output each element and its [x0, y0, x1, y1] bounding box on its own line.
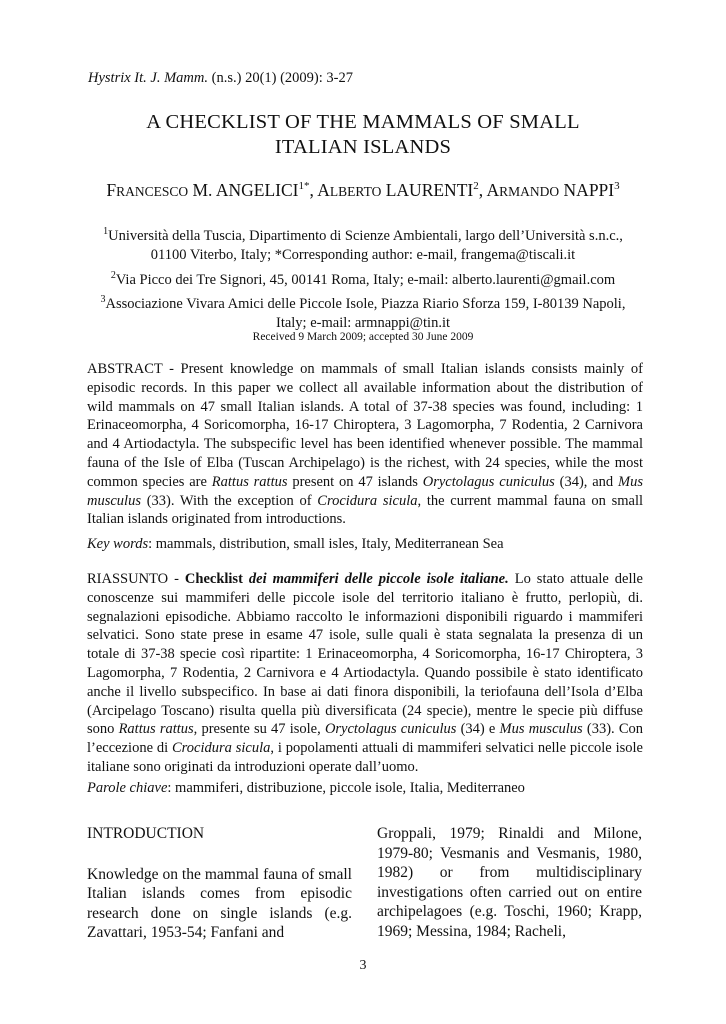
title-line-1: A CHECKLIST OF THE MAMMALS OF SMALL	[146, 111, 580, 133]
received-dates: Received 9 March 2009; accepted 30 June 2009	[252, 331, 474, 343]
species-name: Crocidura sicula	[317, 492, 418, 509]
parole-label: Parole chiave	[87, 780, 168, 796]
page-number: 3	[359, 958, 367, 973]
species-name: Rattus rattus	[211, 473, 288, 490]
affiliation-2: $^2$Via Picco dei Tre Signori, 45, 00141 Roma, Italy; e-mail: alberto.laurenti@gmail.com	[110, 269, 616, 288]
journal-name: Hystrix It. J. Mamm.	[88, 70, 209, 86]
journal-citation	[88, 70, 353, 87]
keywords	[87, 535, 643, 554]
introduction-text-left: Knowledge on the mammal fauna of small Italian islands comes from episodic research done on single islands (e.g. Zavattari, 1953-54; Fanfani and	[87, 865, 352, 942]
parole-text: : mammiferi, distribuzione, piccole isole, Italia, Mediterraneo	[167, 780, 525, 796]
title-line-2: ITALIAN ISLANDS	[274, 136, 452, 158]
introduction-text-right: Groppali, 1979; Rinaldi and Milone, 1979-80; Vesmanis and Vesmanis, 1980, 1982) or from multidisciplinary investigations often carried out on entire archipelagoes (e.g. Toschi, 1960; Krapp, 1969; Messina, 1984; Racheli,	[377, 825, 642, 940]
species-name: Crocidura sicula	[172, 740, 271, 757]
affiliation-3: $^3$Associazione Vivara Amici delle Piccole Isole, Piazza Riario Sforza 159, I-80139 Napoli,	[100, 294, 626, 312]
keywords-label: Key words	[87, 536, 149, 552]
affiliation-1-cont: 01100 Viterbo, Italy; *Corresponding author: e-mail, frangema@tiscali.it	[150, 247, 576, 264]
species-name: Oryctolagus cuniculus	[422, 473, 555, 490]
riassunto: RIASSUNTO - Checklist dei mammiferi delle piccole isole italiane. Lo stato attuale delle conoscenze sui mammiferi delle piccole isole del territorio italiano è frutto, perlopiù, di. segnalazioni episodiche. Abbiamo raccolto le informazioni disponibili riguardo i mammiferi selvatici. Sono state prese in esame 47 isole, sulle quali è stata segnalata la presenza di un totale di 37-38 specie così ripartite: 1 Erinaceomorpha, 4 Soricomorpha, 16-17 Chiroptera, 3 Lagomorpha, 7 Rodentia, 2 Carnivora e 4 Artiodactyla. Quando possibile è stato identificato anche il livello subspecifico. In base ai dati finora disponibili, la teriofauna dell’Isola d’Elba (Arcipelago Toscano) risulta quella più diversificata (24 specie), mentre le specie più diffuse sono Rattus rattus, presente su 47 isole, Oryctolagus cuniculus (34) e Mus musculus (33). Con l’eccezione di Crocidura sicula, i popolamenti attuali di mammiferi selvatici nelle piccole isole italiane sono originati da introduzioni operate dall’uomo.	[87, 571, 644, 775]
affiliation-1: $^1$Università della Tuscia, Dipartimento di Scienze Ambientali, largo dell’Università s.n.c.,	[103, 226, 623, 244]
column-left	[87, 824, 352, 943]
abstract: ABSTRACT - Present knowledge on mammals of small Italian islands consists mainly of episodic records. In this paper we collect all available information about the distribution of wild mammals on 47 small Italian islands. A total of 37-38 species was found, including: 1 Erinaceomorpha, 4 Soricomorpha, 16-17 Chiroptera, 3 Lagomorpha, 7 Rodentia, 2 Carnivora and 4 Artiodactyla. The subspecific level has been identified whenever possible. The mammal fauna of the Isle of Elba (Tuscan Archipelago) is the richest, with 24 species, while the most common species are Rattus rattus present on 47 islands Oryctolagus cuniculus (34), and Mus musculus (33). With the exception of Crocidura sicula, the current mammal fauna on small Italian islands originated from introductions.	[87, 361, 643, 528]
journal-issue: (n.s.) 20(1) (2009): 3-27	[211, 70, 353, 86]
species-name: Oryctolagus cuniculus	[324, 721, 457, 738]
author-3: ARMANDO NAPPI$^3$	[486, 180, 620, 200]
column-right	[377, 824, 642, 942]
species-name: Mus musculus	[499, 721, 583, 738]
author-list	[40, 180, 686, 201]
paper-title	[60, 110, 666, 160]
parole-chiave	[87, 779, 643, 798]
author-1: FRANCESCO M. $ANGELICI^{1*}$,	[106, 180, 318, 200]
affiliation-3-cont: Italy; e-mail: armnappi@tin.it	[275, 315, 450, 332]
author-2: ALBERTO LAURENTI$^2$,	[317, 180, 487, 200]
affiliations	[80, 222, 646, 334]
species-name: Mus musculus	[87, 473, 643, 509]
species-name: Rattus rattus	[118, 721, 194, 738]
section-heading-introduction: INTRODUCTION	[87, 825, 205, 842]
keywords-text: : mammals, distribution, small isles, Italy, Mediterranean Sea	[148, 536, 504, 552]
